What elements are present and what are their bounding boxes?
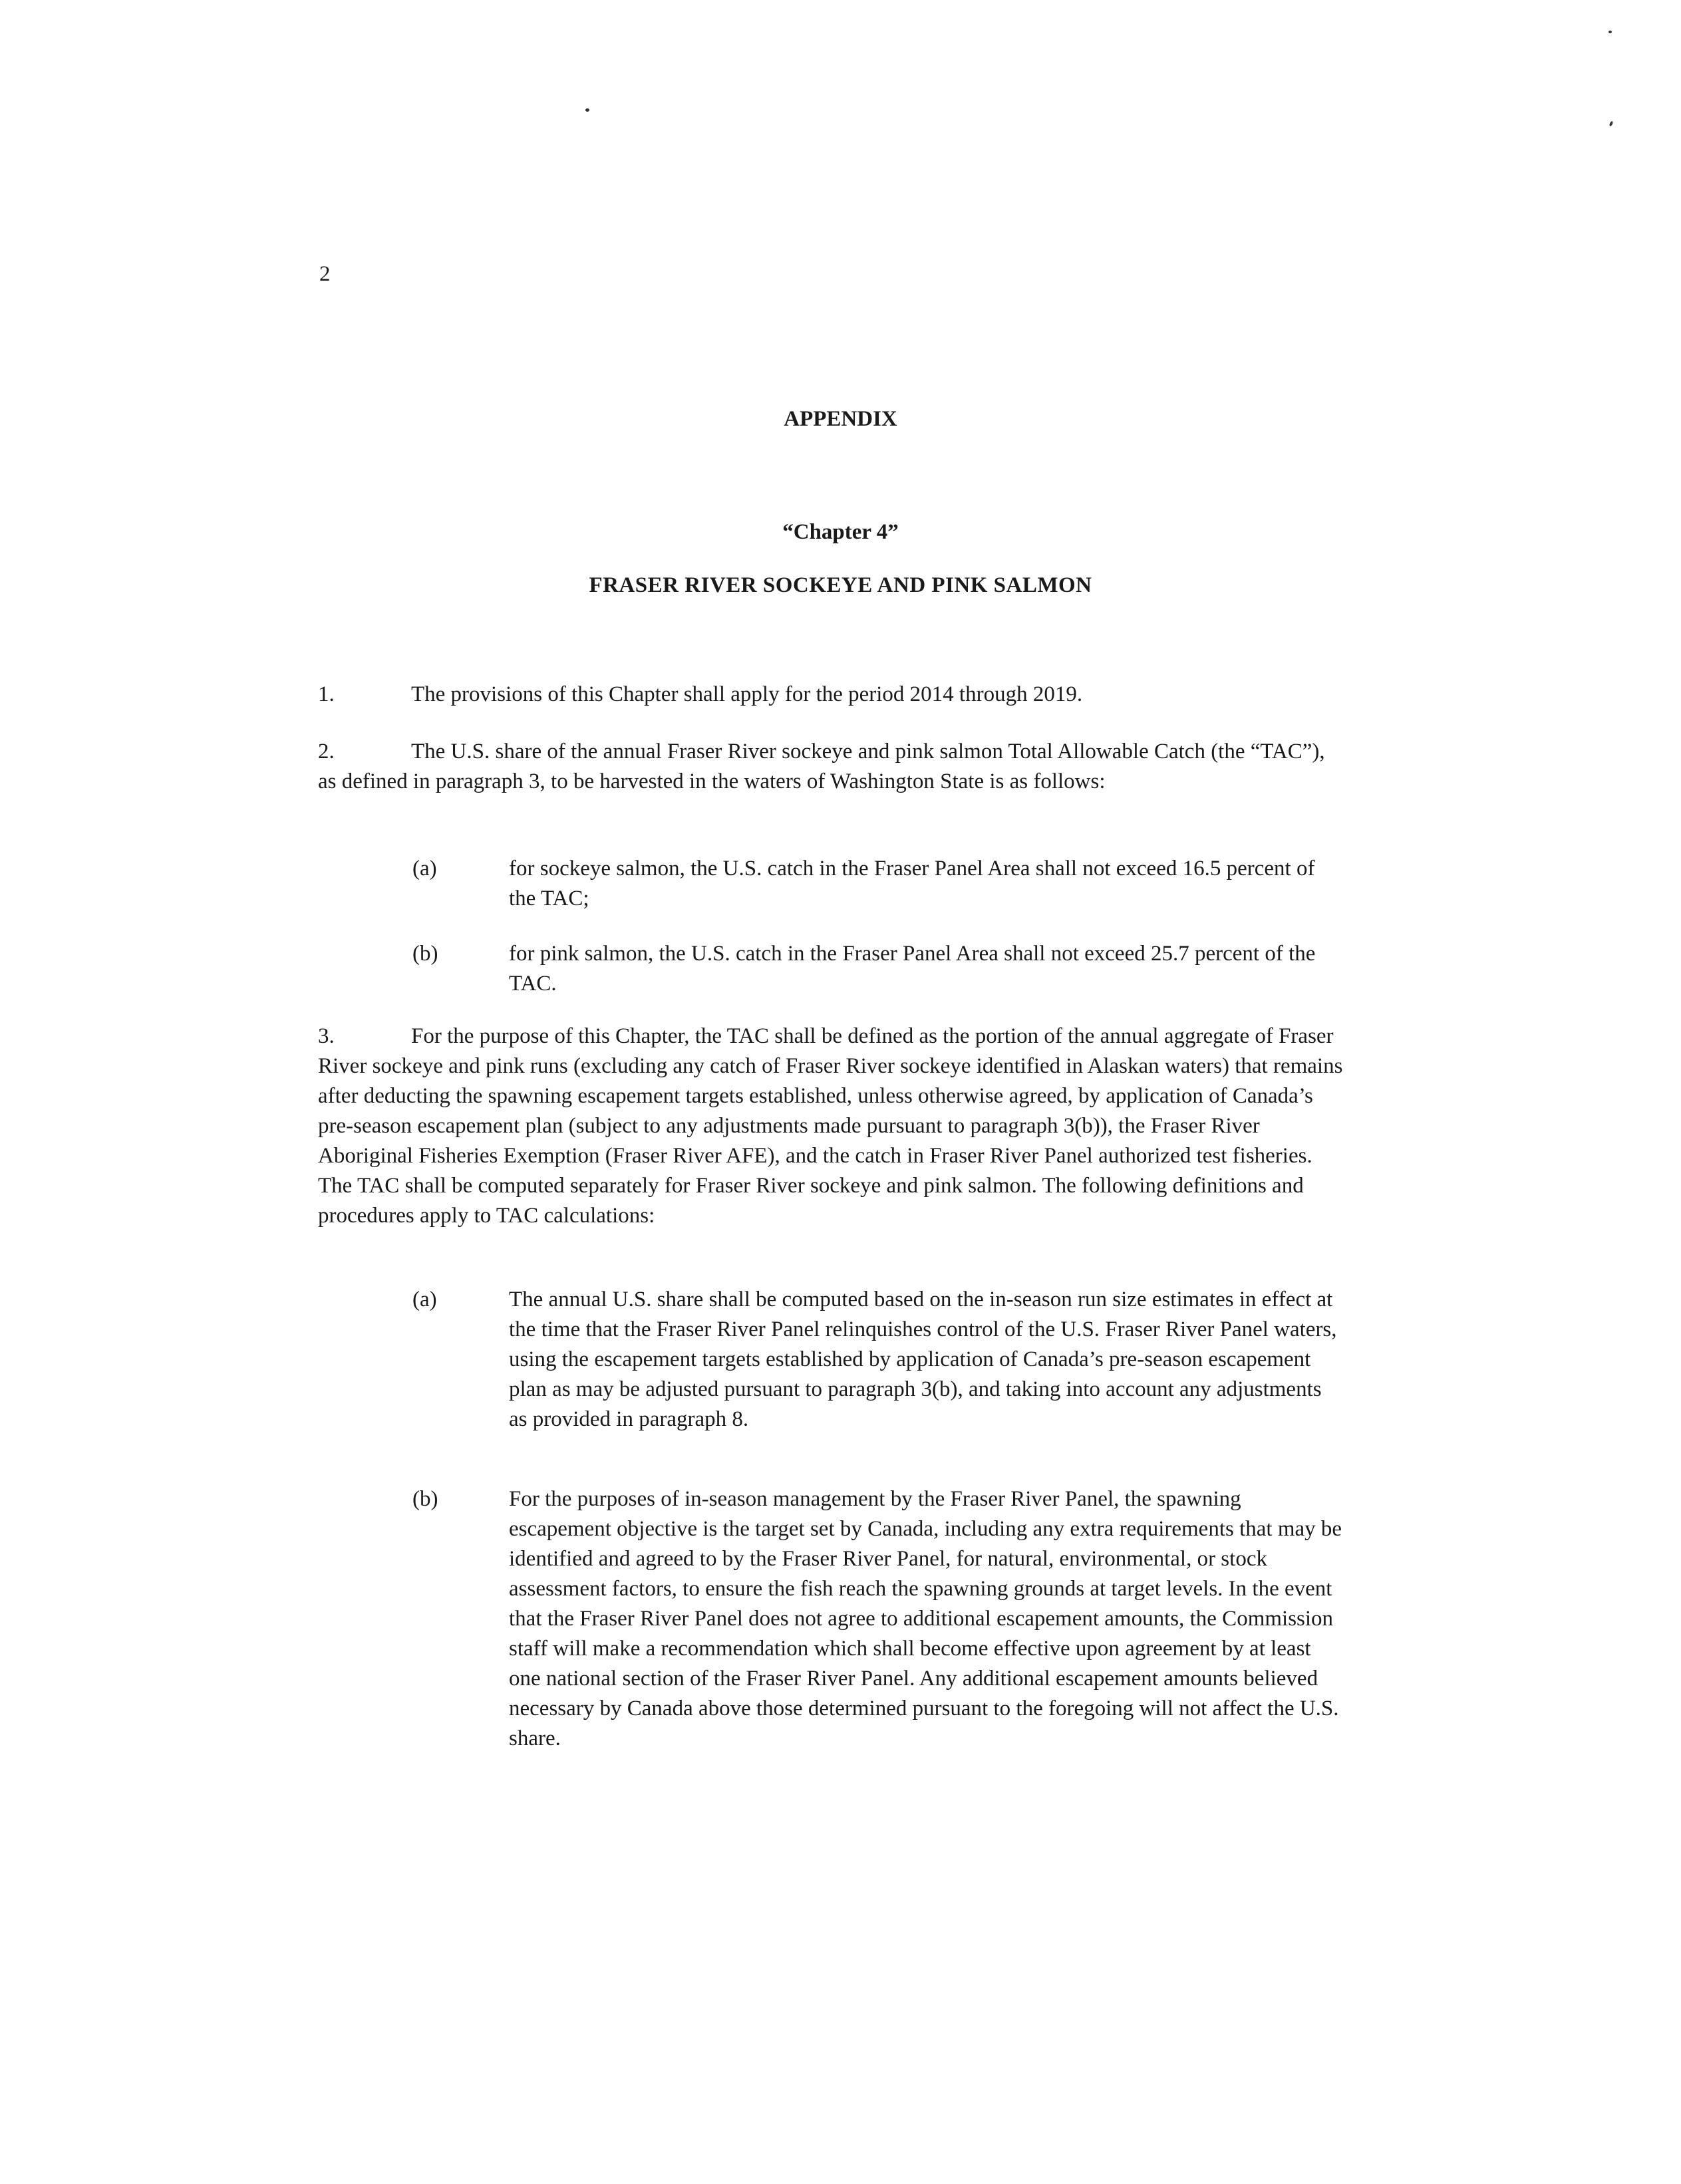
page-number: 2 [319, 262, 331, 286]
paragraph-number: 3. [318, 1024, 335, 1048]
paragraph-2 [318, 737, 1346, 797]
scan-speck [1608, 121, 1613, 127]
subparagraph-label: (b) [412, 942, 438, 966]
paragraph-text: For the purpose of this Chapter, the TAC shall be defined as the portion of the annual aggregate of Fraser River sockeye and pink runs (excluding any catch of Fraser River sockeye identified in Alaskan waters) that remains after deducting the spawning escapement targets established, unless otherwise agreed, by application of Canada’s pre-season escapement plan (subject to any adjustments made pursuant to paragraph 3(b)), the Fraser River Aboriginal Fisheries Exemption (Fraser River AFE), and the catch in Fraser River Panel authorized test fisheries. The TAC shall be computed separately for Fraser River sockeye and pink salmon. The following definitions and procedures apply to TAC calculations: [318, 1024, 1343, 1228]
chapter-title: FRASER RIVER SOCKEYE AND PINK SALMON [589, 573, 1092, 597]
subparagraph-label: (a) [412, 1288, 437, 1311]
scan-speck [1608, 31, 1612, 33]
paragraph-3 [318, 1022, 1346, 1231]
subparagraph-3a [412, 1285, 1344, 1434]
subparagraph-label: (b) [412, 1487, 438, 1511]
subparagraph-label: (a) [412, 857, 437, 881]
paragraph-1 [318, 680, 1346, 710]
subparagraph-text: For the purposes of in-season management by the Fraser River Panel, the spawning escapement objective is the target set by Canada, including any extra requirements that may be identified and agreed to by the Fraser River Panel, for natural, environmental, or stock assessment factors, to ensure the fish reach the spawning grounds at target levels. In the event that the Fraser River Panel does not agree to additional escapement amounts, the Commission staff will make a recommendation which shall become effective upon agreement by at least one national section of the Fraser River Panel. Any additional escapement amounts believed necessary by Canada above those determined pursuant to the foregoing will not affect the U.S. share. [509, 1487, 1342, 1750]
subparagraph-3b [412, 1484, 1344, 1754]
subparagraph-text: The annual U.S. share shall be computed based on the in-season run size estimates in effect at the time that the Fraser River Panel relinquishes control of the U.S. Fraser River Panel waters, using the escapement targets established by application of Canada’s pre-season escapement plan as may be adjusted pursuant to paragraph 3(b), and taking into account any adjustments as provided in paragraph 8. [509, 1288, 1337, 1431]
subparagraph-text: for sockeye salmon, the U.S. catch in the Fraser Panel Area shall not exceed 16.5 percent of the TAC; [509, 857, 1315, 910]
subparagraph-2b [412, 939, 1344, 999]
scan-speck [585, 108, 589, 112]
paragraph-text: The U.S. share of the annual Fraser River sockeye and pink salmon Total Allowable Catch (the “TAC”), as defined in paragraph 3, to be harvested in the waters of Washington State is as follows: [318, 740, 1325, 793]
subparagraph-text: for pink salmon, the U.S. catch in the Fraser Panel Area shall not exceed 25.7 percent of the TAC. [509, 942, 1316, 996]
chapter-heading: “Chapter 4” [782, 520, 899, 544]
paragraph-number: 1. [318, 682, 335, 706]
paragraph-number: 2. [318, 740, 335, 763]
paragraph-text: The provisions of this Chapter shall apply for the period 2014 through 2019. [411, 682, 1083, 706]
subparagraph-2a [412, 854, 1344, 914]
appendix-heading: APPENDIX [784, 407, 897, 431]
